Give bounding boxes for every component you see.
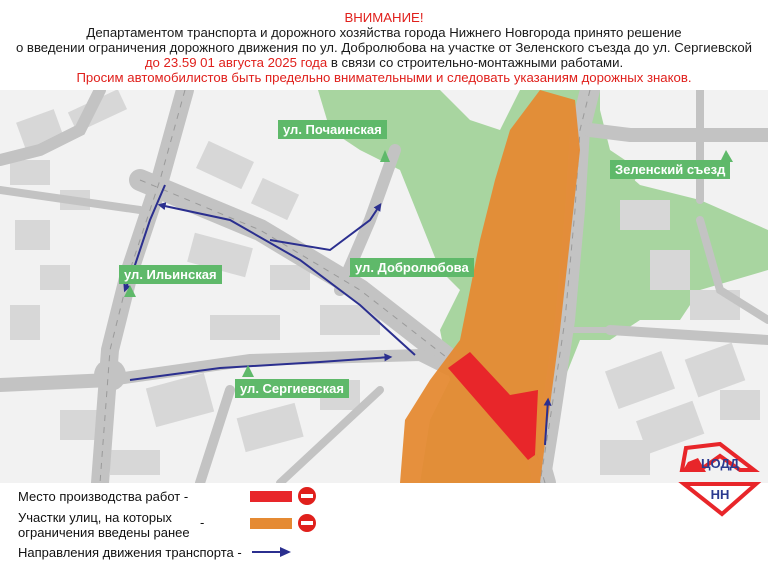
logo-bottom-text: НН xyxy=(710,487,730,502)
legend-work-place-text: Место производства работ - xyxy=(18,489,189,504)
map-canvas xyxy=(0,90,768,483)
no-entry-icon xyxy=(298,487,316,505)
notice-line-3 xyxy=(0,55,768,70)
label-ilyinskaya: ул. Ильинская xyxy=(119,265,222,284)
notice-line-1: Департаментом транспорта и дорожного хозяйства города Нижнего Новгорода принято решение xyxy=(86,25,682,40)
appeal-text: Просим автомобилистов быть предельно внимательными и следовать указаниям дорожных знаков. xyxy=(76,70,692,85)
codd-logo-mark xyxy=(678,436,762,518)
codd-logo xyxy=(678,436,762,518)
legend-direction-text: Направления движения транспорта - xyxy=(18,545,242,560)
label-dobrolyubova: ул. Добролюбова xyxy=(350,258,474,277)
label-sergievskaya: ул. Сергиевская xyxy=(235,379,349,398)
direction-arrow-icon xyxy=(250,545,294,559)
logo-top-text: ЦОДД xyxy=(701,456,739,471)
notice-header xyxy=(0,0,768,90)
legend-restricted-line1: Участки улиц, на которых xyxy=(18,510,172,525)
legend xyxy=(0,483,768,565)
legend-restricted-dash: - xyxy=(200,515,205,530)
label-pochainskaya: ул. Почаинская xyxy=(278,120,387,139)
legend-work-swatch xyxy=(250,491,292,502)
deadline-text: до 23.59 01 августа 2025 года xyxy=(144,55,328,70)
notice-line-2: о введении ограничения дорожного движения по ул. Добролюбова на участке от Зеленского съезда до ул. Сергиевской xyxy=(15,40,753,55)
map-area xyxy=(0,90,768,483)
reason-text: в связи со строительно-монтажными работами. xyxy=(327,55,624,70)
warning-title: ВНИМАНИЕ! xyxy=(344,10,424,25)
legend-restricted-line2: ограничения введены ранее xyxy=(18,525,190,540)
legend-restricted-swatch xyxy=(250,518,292,529)
label-zelensky: Зеленский съезд xyxy=(610,160,730,179)
no-entry-icon xyxy=(298,514,316,532)
